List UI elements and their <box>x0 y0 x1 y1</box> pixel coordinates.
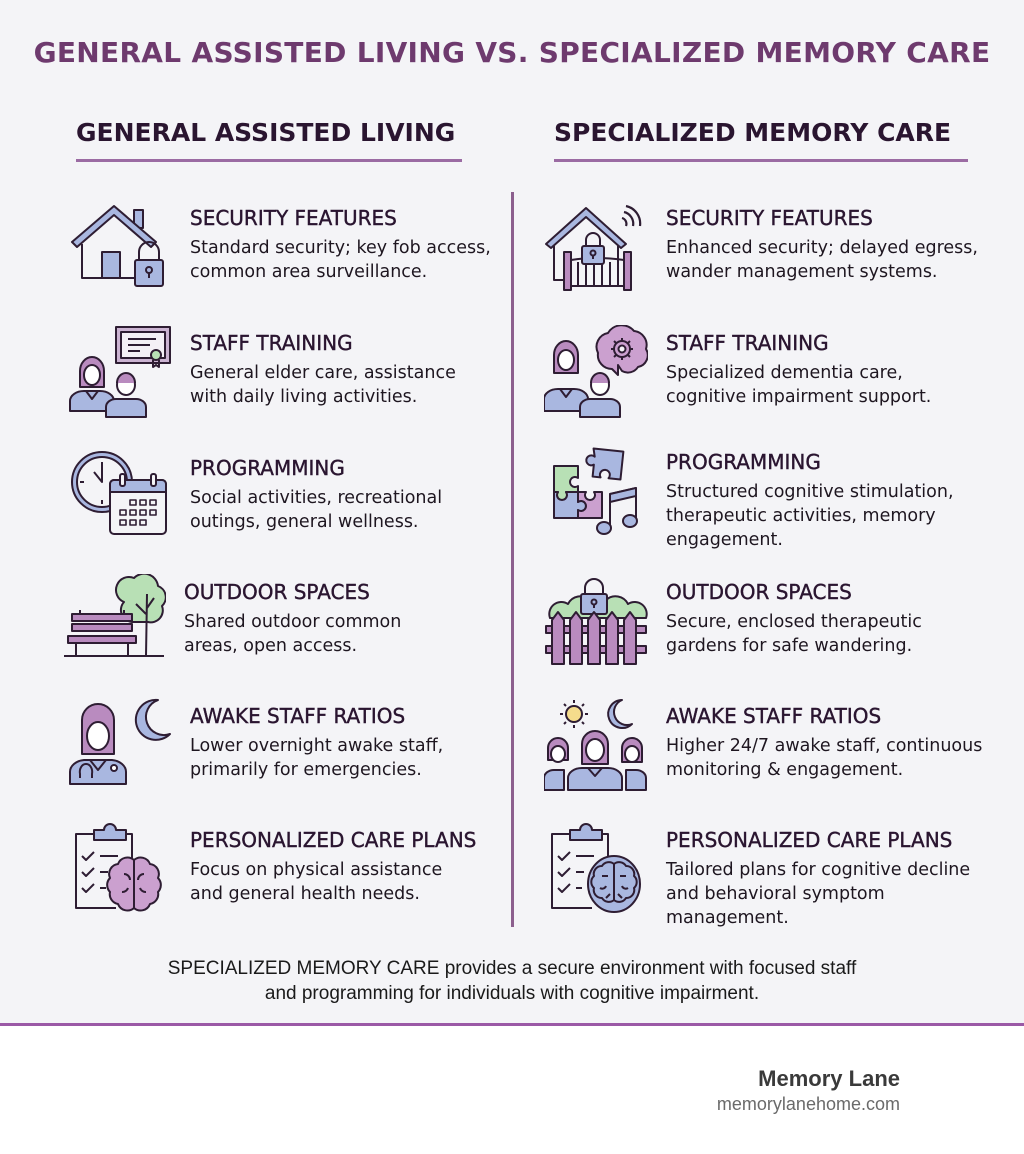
clipboard-brain-circle-icon <box>544 822 648 918</box>
item-description: Higher 24/7 awake staff, continuous monitoring & engagement. <box>666 736 983 780</box>
memory-programming-row <box>544 444 986 552</box>
memory-outdoor-row <box>544 574 966 670</box>
memory-care-plans-row <box>544 822 976 930</box>
general-security-row <box>68 200 500 296</box>
brand-name: Memory Lane <box>758 1066 900 1091</box>
general-outdoor-row <box>62 574 444 670</box>
nurse-moon-icon <box>68 698 172 794</box>
page-title: GENERAL ASSISTED LIVING VS. SPECIALIZED MEMORY CARE <box>33 36 991 69</box>
summary-line-1: SPECIALIZED MEMORY CARE provides a secure environment with focused staff <box>167 958 857 979</box>
item-heading: SECURITY FEATURES <box>190 206 397 230</box>
item-description: Focus on physical assistance and general health needs. <box>190 860 443 904</box>
item-heading: SECURITY FEATURES <box>666 206 873 230</box>
clock-calendar-icon <box>68 450 172 546</box>
item-heading: OUTDOOR SPACES <box>666 580 852 604</box>
staff-brain-gear-icon <box>544 325 648 421</box>
item-heading: PERSONALIZED CARE PLANS <box>190 828 477 852</box>
summary-text <box>0 956 1024 1006</box>
house-gate-lock-wifi-icon <box>544 200 648 296</box>
bench-tree-icon <box>62 574 166 670</box>
item-description: Shared outdoor common areas, open access. <box>184 612 402 656</box>
general-staff-training-row <box>68 325 480 421</box>
item-heading: AWAKE STAFF RATIOS <box>190 704 406 728</box>
clipboard-brain-icon <box>68 822 172 918</box>
memory-staff-training-row <box>544 325 966 421</box>
item-description: Structured cognitive stimulation, therapeutic activities, memory engagement. <box>666 482 954 550</box>
team-sun-moon-icon <box>544 698 648 794</box>
column-header-memory-care: SPECIALIZED MEMORY CARE <box>554 118 968 162</box>
item-description: General elder care, assistance with daily living activities. <box>190 363 456 407</box>
item-description: Lower overnight awake staff, primarily for emergencies. <box>190 736 444 780</box>
general-care-plans-row <box>68 822 480 918</box>
item-description: Secure, enclosed therapeutic gardens for safe wandering. <box>666 612 922 656</box>
item-description: Enhanced security; delayed egress, wander management systems. <box>666 238 978 282</box>
house-lock-icon <box>68 200 172 296</box>
memory-awake-staff-row <box>544 698 1006 794</box>
column-divider <box>511 192 514 927</box>
brand-url[interactable]: memorylanehome.com <box>716 1094 900 1114</box>
item-description: Social activities, recreational outings, general wellness. <box>190 488 443 532</box>
item-description: Standard security; key fob access, common area surveillance. <box>190 238 491 282</box>
puzzle-music-icon <box>544 444 648 540</box>
item-heading: PERSONALIZED CARE PLANS <box>666 828 953 852</box>
fenced-garden-lock-icon <box>544 574 648 670</box>
item-description: Specialized dementia care, cognitive impairment support. <box>666 363 932 407</box>
item-heading: STAFF TRAINING <box>190 331 353 355</box>
item-heading: PROGRAMMING <box>190 456 345 480</box>
brand-block <box>717 1066 900 1115</box>
memory-security-row <box>544 200 996 296</box>
column-header-general: GENERAL ASSISTED LIVING <box>76 118 462 162</box>
item-description: Tailored plans for cognitive decline and behavioral symptom management. <box>666 860 971 928</box>
item-heading: AWAKE STAFF RATIOS <box>666 704 882 728</box>
item-heading: STAFF TRAINING <box>666 331 829 355</box>
staff-certificate-icon <box>68 325 172 421</box>
summary-line-2: and programming for individuals with cognitive impairment. <box>264 983 760 1004</box>
item-heading: PROGRAMMING <box>666 450 821 474</box>
general-awake-staff-row <box>68 698 480 794</box>
general-programming-row <box>68 450 480 546</box>
item-heading: OUTDOOR SPACES <box>184 580 370 604</box>
